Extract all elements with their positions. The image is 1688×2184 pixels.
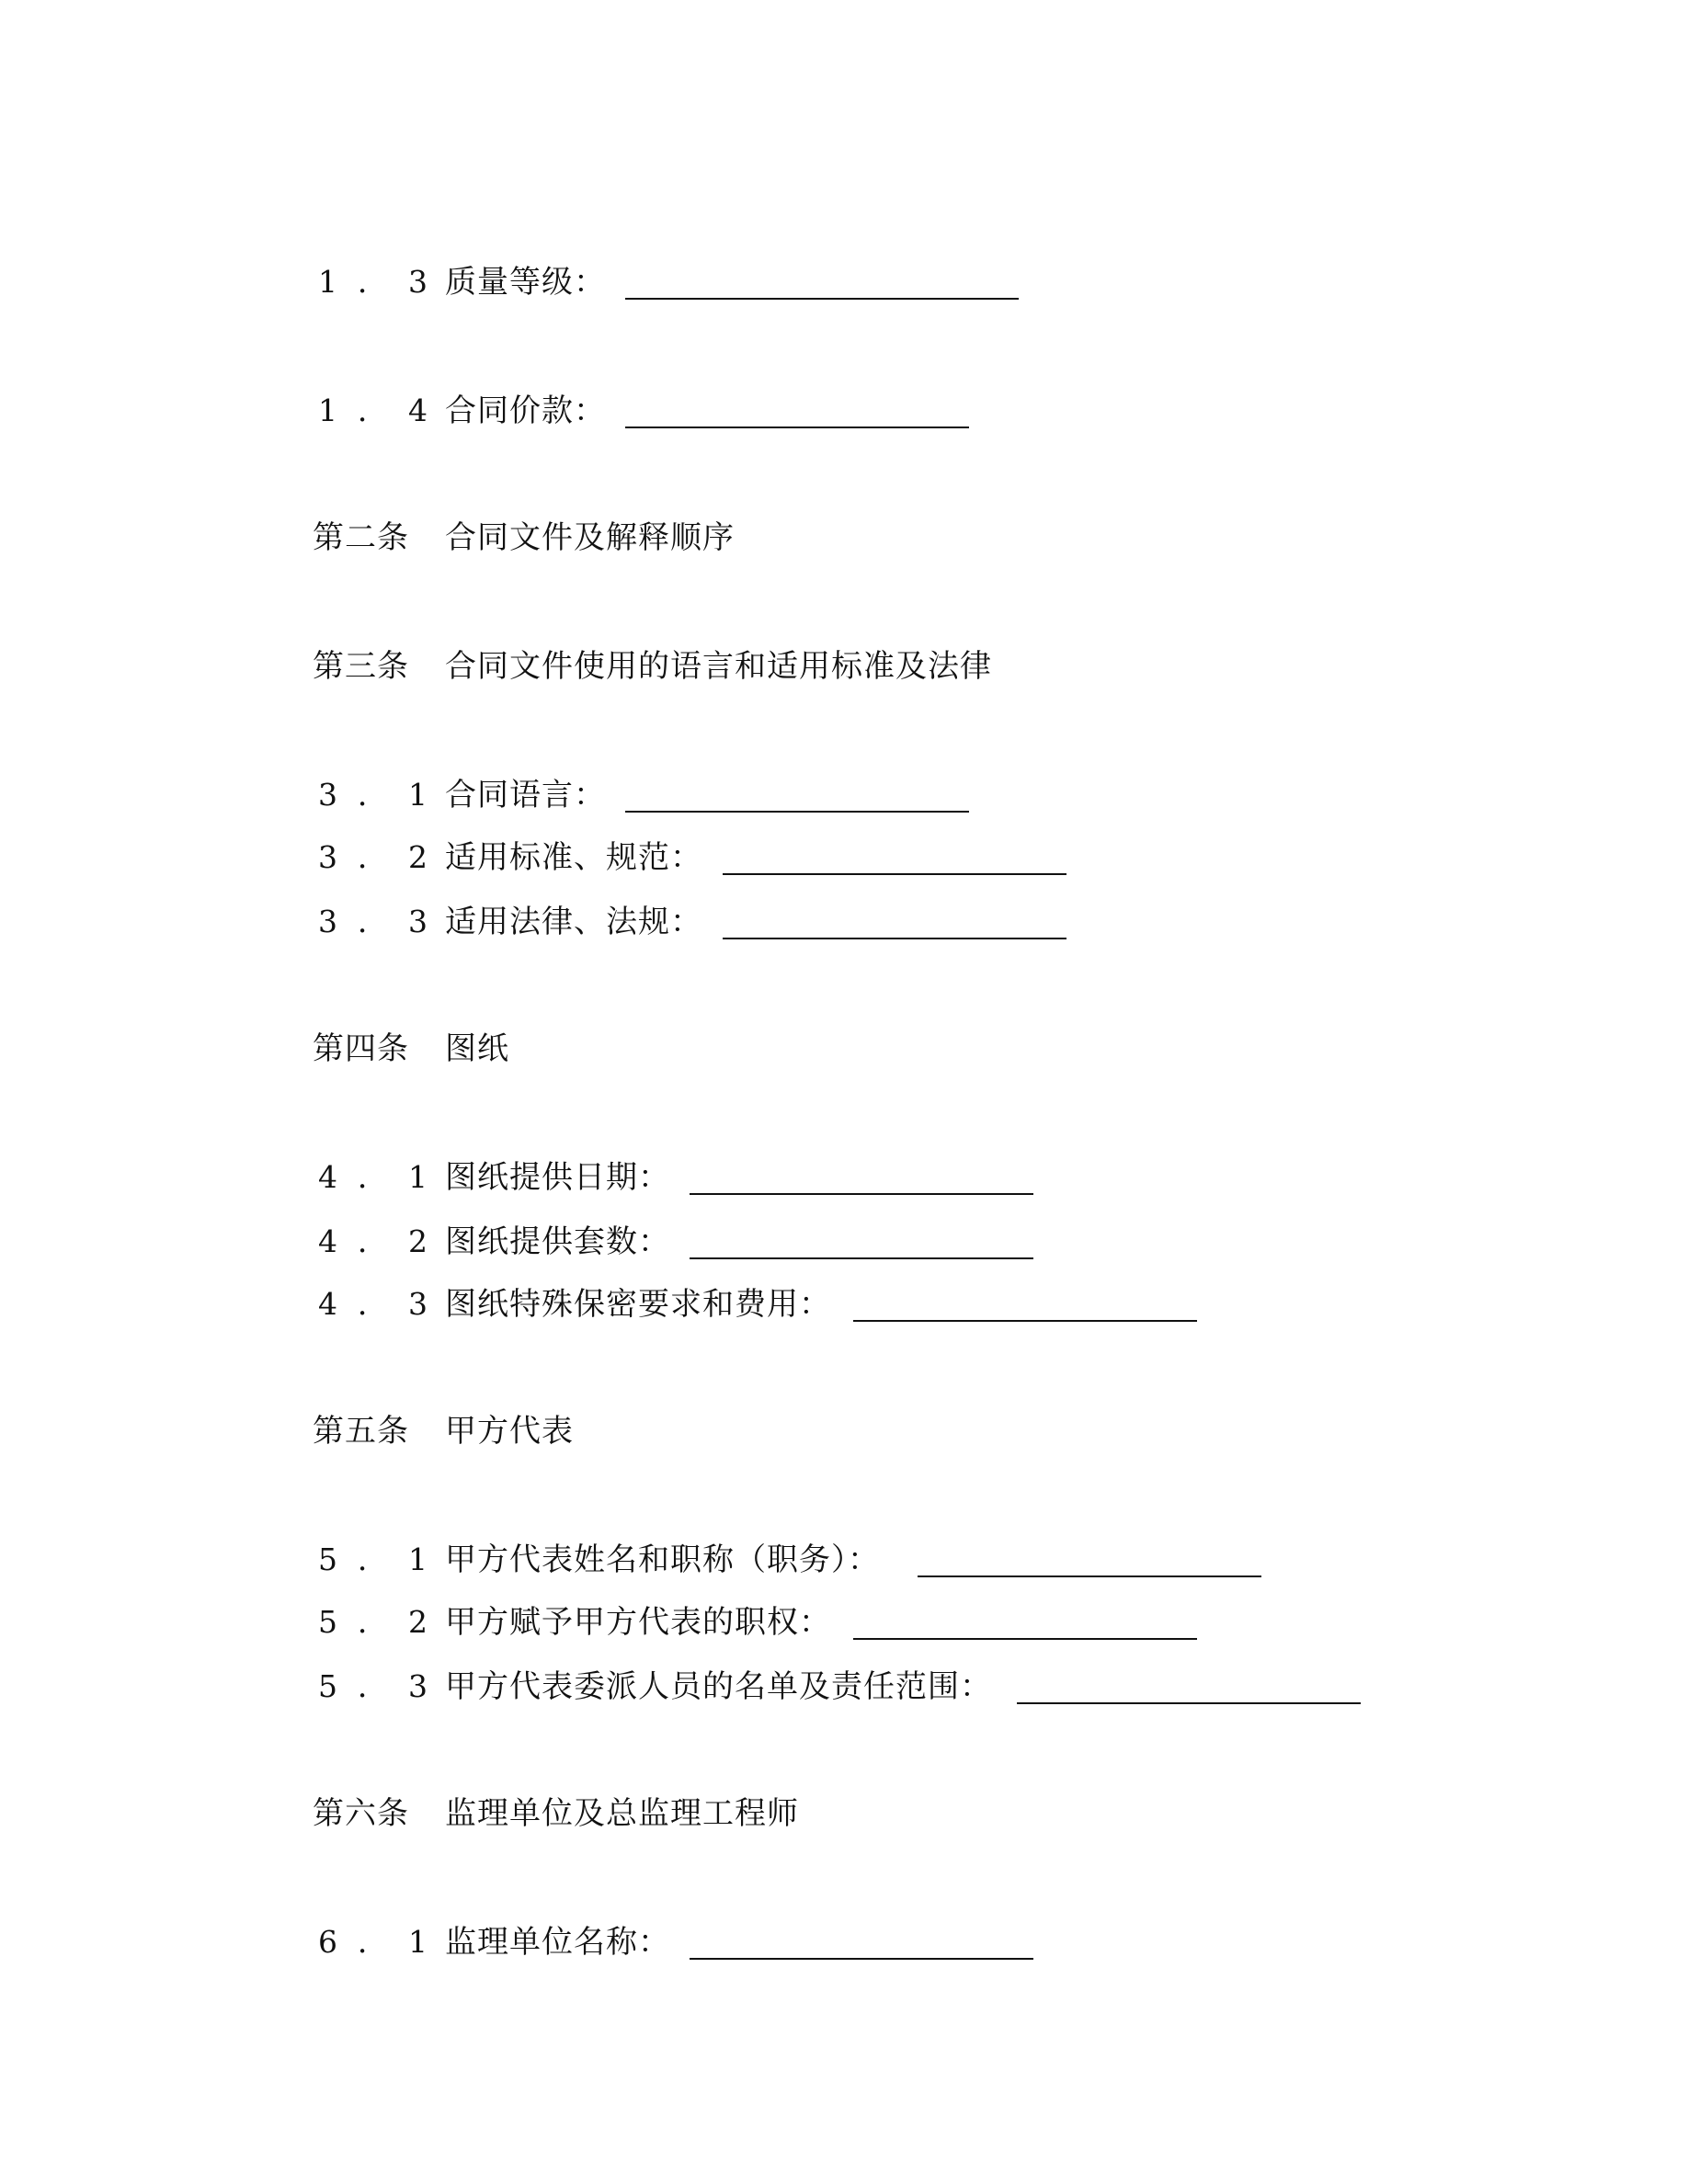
fill-in-blank[interactable] xyxy=(690,1193,1033,1195)
article-title: 图纸 xyxy=(445,1030,509,1067)
clause-number: 1．4 xyxy=(318,392,448,428)
fill-in-blank[interactable] xyxy=(625,298,1019,300)
clause-label: 图纸提供日期： xyxy=(445,1159,670,1196)
clause-label: 监理单位名称： xyxy=(445,1924,670,1961)
clause-5-1 xyxy=(0,1537,1688,1583)
clause-number: 5．3 xyxy=(318,1668,448,1704)
clause-label: 图纸提供套数： xyxy=(445,1223,670,1260)
article-title: 甲方代表 xyxy=(445,1413,574,1450)
clause-label: 合同语言： xyxy=(445,777,606,813)
clause-4-3 xyxy=(0,1281,1688,1327)
clause-number: 3．2 xyxy=(318,839,448,875)
article-6-heading xyxy=(0,1791,1688,1837)
clause-number: 4．1 xyxy=(318,1159,448,1195)
fill-in-blank[interactable] xyxy=(723,938,1066,939)
clause-label: 适用标准、规范： xyxy=(445,839,702,876)
article-number: 第四条 xyxy=(313,1030,409,1067)
fill-in-blank[interactable] xyxy=(918,1575,1261,1577)
clause-5-2 xyxy=(0,1599,1688,1645)
article-number: 第二条 xyxy=(313,519,409,556)
clause-1-3 xyxy=(0,259,1688,305)
article-3-heading xyxy=(0,643,1688,689)
clause-label: 适用法律、法规： xyxy=(445,904,702,940)
article-title: 合同文件及解释顺序 xyxy=(445,519,735,556)
clause-number: 3．1 xyxy=(318,777,448,813)
clause-number: 3．3 xyxy=(318,904,448,939)
clause-1-4 xyxy=(0,388,1688,434)
article-number: 第六条 xyxy=(313,1795,409,1832)
fill-in-blank[interactable] xyxy=(853,1320,1197,1322)
clause-label: 甲方代表委派人员的名单及责任范围： xyxy=(445,1668,992,1705)
article-5-heading xyxy=(0,1408,1688,1454)
clause-label: 甲方赋予甲方代表的职权： xyxy=(445,1604,831,1641)
clause-number: 5．2 xyxy=(318,1604,448,1640)
fill-in-blank[interactable] xyxy=(723,873,1066,875)
article-title: 监理单位及总监理工程师 xyxy=(445,1795,799,1832)
article-2-heading xyxy=(0,515,1688,561)
clause-label: 质量等级： xyxy=(445,264,606,301)
clause-number: 4．3 xyxy=(318,1286,448,1322)
clause-3-3 xyxy=(0,899,1688,945)
fill-in-blank[interactable] xyxy=(853,1638,1197,1640)
clause-number: 1．3 xyxy=(318,264,448,300)
fill-in-blank[interactable] xyxy=(1017,1702,1361,1704)
article-number: 第五条 xyxy=(313,1413,409,1450)
article-title: 合同文件使用的语言和适用标准及法律 xyxy=(445,648,992,685)
fill-in-blank[interactable] xyxy=(690,1958,1033,1960)
clause-5-3 xyxy=(0,1664,1688,1710)
clause-3-2 xyxy=(0,835,1688,881)
clause-6-1 xyxy=(0,1919,1688,1965)
article-number: 第三条 xyxy=(313,648,409,685)
clause-label: 合同价款： xyxy=(445,392,606,429)
clause-label: 甲方代表姓名和职称（职务）： xyxy=(445,1541,880,1578)
clause-4-2 xyxy=(0,1219,1688,1265)
fill-in-blank[interactable] xyxy=(625,427,969,428)
article-4-heading xyxy=(0,1026,1688,1072)
clause-label: 图纸特殊保密要求和费用： xyxy=(445,1286,831,1323)
fill-in-blank[interactable] xyxy=(625,811,969,813)
clause-number: 5．1 xyxy=(318,1541,448,1577)
clause-number: 6．1 xyxy=(318,1924,448,1960)
clause-3-1 xyxy=(0,772,1688,818)
clause-4-1 xyxy=(0,1155,1688,1200)
clause-number: 4．2 xyxy=(318,1223,448,1259)
fill-in-blank[interactable] xyxy=(690,1257,1033,1259)
